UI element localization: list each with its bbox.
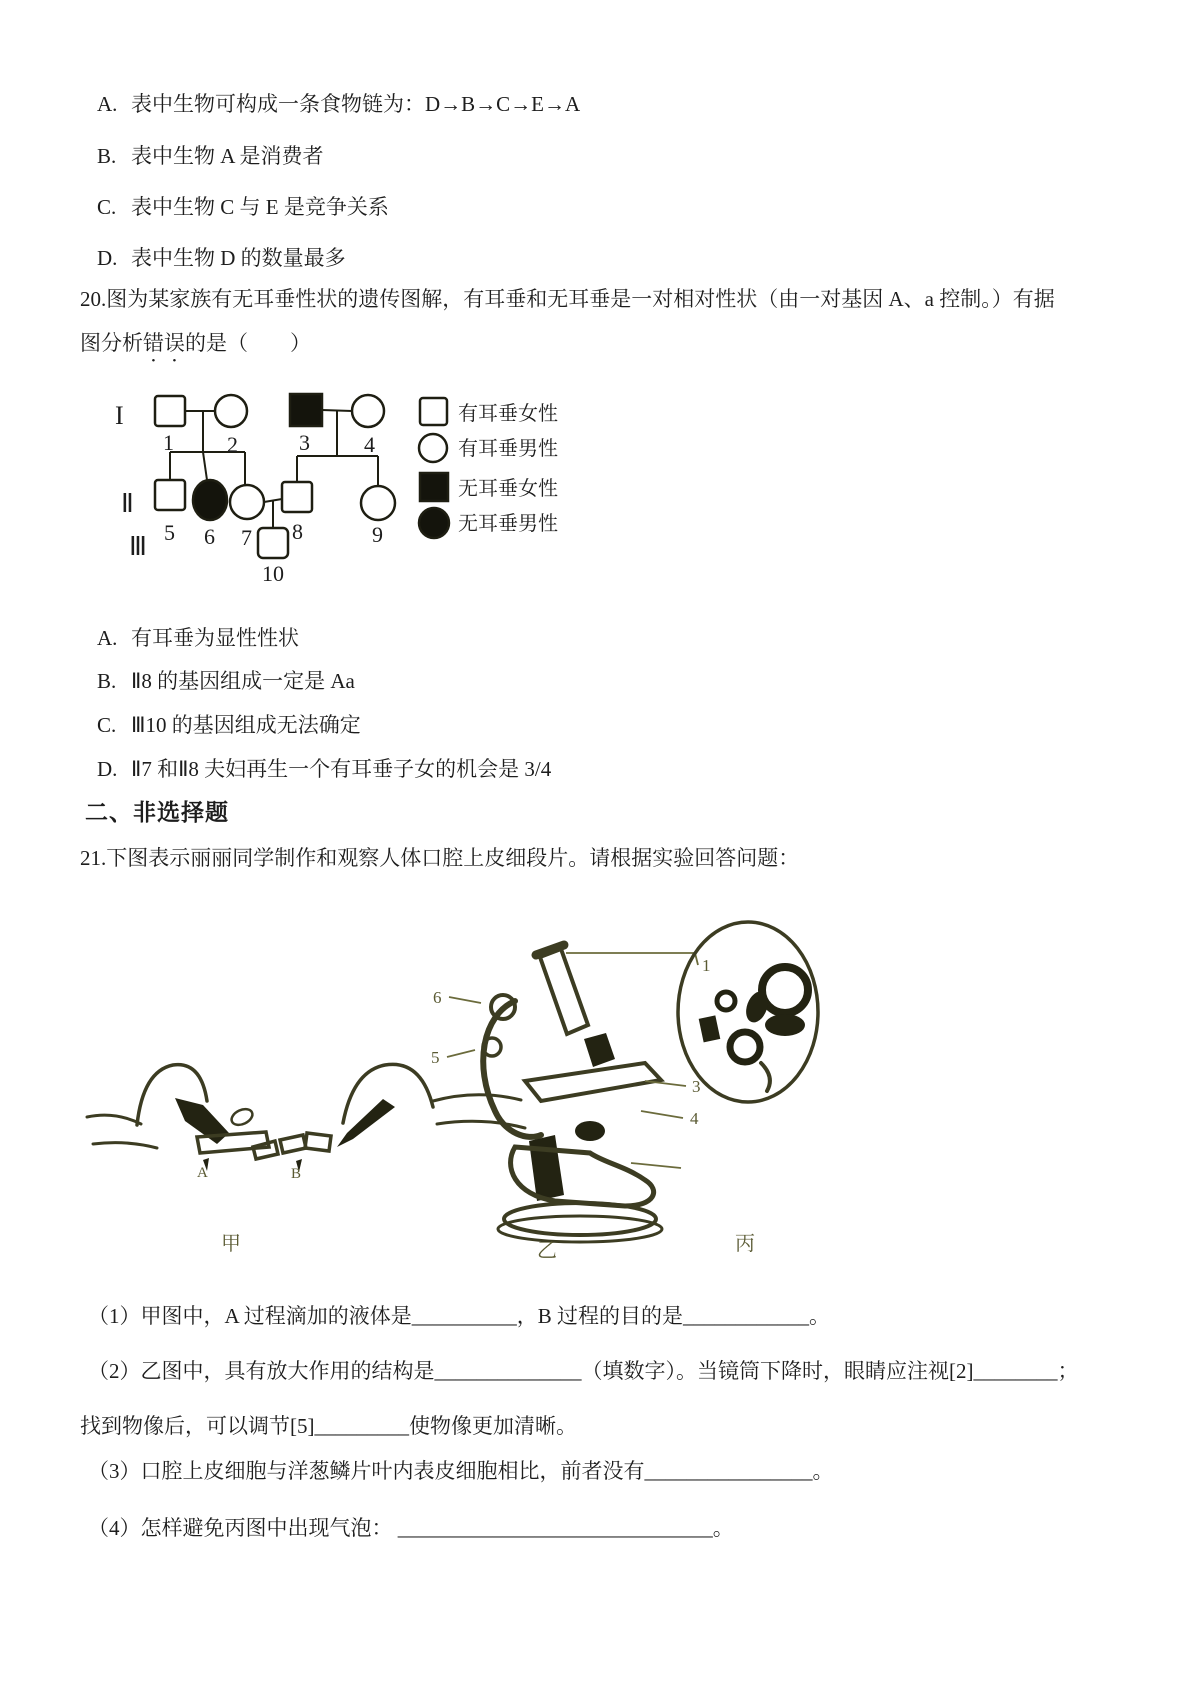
pedigree-individual-6 [193, 480, 227, 520]
option-label: D. [97, 246, 118, 270]
air-bubble-large [762, 967, 808, 1013]
step-b-label: B [291, 1166, 302, 1182]
legend-label-2: 有耳垂男性 [458, 438, 558, 460]
microscope-sketch [431, 945, 711, 1262]
pedigree-individual-1 [155, 396, 185, 426]
option-label: C. [97, 713, 117, 737]
q20-stem-line1: 20.图为某家族有无耳垂性状的遗传图解，有耳垂和无耳垂是一对相对性状（由一对基因 A、a 控制。）有据 [80, 287, 1055, 311]
air-bubble-medium [730, 1032, 760, 1062]
pedigree-number-7: 7 [241, 525, 252, 550]
option-text: 表中生物 D 的数量最多 [131, 246, 346, 270]
option-label: A. [97, 626, 118, 650]
option-label: B. [97, 144, 117, 168]
option-text: Ⅲ10 的基因组成无法确定 [131, 713, 361, 737]
microscope-part-6: 6 [433, 988, 442, 1007]
option-text: 表中生物可构成一条食物链为：D→B→C→E→A [131, 92, 581, 116]
pedigree-number-2: 2 [227, 432, 238, 457]
slide-preparation-sketch [87, 1064, 525, 1255]
generation-label-2: Ⅱ [121, 489, 134, 518]
microscope-part-3: 3 [692, 1077, 701, 1096]
legend-open-circle-icon [419, 434, 447, 462]
legend-filled-circle-icon [419, 508, 449, 538]
microscope-part-5: 5 [431, 1048, 440, 1067]
pedigree-number-4: 4 [364, 432, 375, 457]
pedigree-individual-4 [352, 395, 384, 427]
legend-label-4: 无耳垂男性 [458, 513, 558, 535]
option-text: Ⅱ7 和Ⅱ8 夫妇再生一个有耳垂子女的机会是 3/4 [131, 757, 552, 781]
q21-figure [85, 895, 830, 1267]
pedigree-number-6: 6 [204, 524, 215, 549]
option-text: 表中生物 C 与 E 是竞争关系 [131, 195, 389, 219]
option-label: B. [97, 669, 117, 693]
q19-option-d [97, 247, 346, 270]
pedigree-number-10: 10 [262, 561, 284, 586]
q20-option-b [97, 670, 355, 693]
q19-option-b [97, 145, 324, 168]
q20-stem-line2-pre: 图分析 [80, 331, 143, 355]
q20-stem-emphasis: 错误 [143, 331, 185, 355]
pedigree-number-1: 1 [163, 430, 174, 455]
pedigree-individual-10 [258, 528, 288, 558]
legend-open-square-icon [420, 398, 447, 425]
q21-part2: （2）乙图中，具有放大作用的结构是______________（填数字）。当镜筒下降时，眼睛应注视[2]________； [88, 1359, 1079, 1383]
legend-filled-square-icon [420, 473, 448, 501]
pedigree-individual-9 [361, 486, 395, 520]
pedigree-individual-3 [290, 394, 322, 426]
q21-part4: （4）怎样避免丙图中出现气泡： ______________________________。 [88, 1516, 734, 1540]
option-label: D. [97, 757, 118, 781]
q20-option-a [97, 627, 299, 650]
q20-stem-line2 [80, 331, 311, 367]
option-text: Ⅱ8 的基因组成一定是 Aa [131, 669, 355, 693]
q21-part2-continuation: 找到物像后，可以调节[5]_________使物像更加清晰。 [80, 1414, 577, 1438]
section-header: 二、非选择题 [85, 799, 229, 825]
pedigree-legend [419, 398, 558, 538]
pedigree-diagram [85, 380, 605, 595]
generation-label-1: I [115, 401, 124, 430]
step-a-label: A [197, 1165, 208, 1181]
pedigree-number-9: 9 [372, 522, 383, 547]
pedigree-individual-7 [230, 485, 264, 519]
panel-jia-label: 甲 [221, 1233, 241, 1255]
q21-part1: （1）甲图中，A 过程滴加的液体是__________，B 过程的目的是____________。 [88, 1304, 831, 1328]
pedigree-individual-5 [155, 480, 185, 510]
q19-option-c [97, 196, 389, 219]
air-bubble-small [717, 992, 735, 1010]
option-label: A. [97, 92, 118, 116]
q21-stem: 21.下图表示丽丽同学制作和观察人体口腔上皮细段片。请根据实验回答问题： [80, 846, 800, 870]
pedigree-individual-8 [282, 482, 312, 512]
panel-bing-label: 丙 [735, 1233, 755, 1255]
q19-option-a [97, 93, 580, 116]
microscope-part-4: 4 [690, 1109, 699, 1128]
q21-part3: （3）口腔上皮细胞与洋葱鳞片叶内表皮细胞相比，前者没有________________。 [88, 1459, 834, 1483]
generation-label-3: Ⅲ [129, 532, 147, 561]
pedigree-number-3: 3 [299, 430, 310, 455]
legend-label-1: 有耳垂女性 [458, 403, 558, 425]
microscope-part-1: 1 [702, 956, 711, 975]
option-label: C. [97, 195, 117, 219]
pedigree-number-8: 8 [292, 519, 303, 544]
pedigree-number-5: 5 [164, 520, 175, 545]
q20-stem-line2-post: 的是（ ） [185, 331, 311, 355]
pedigree-individual-2 [215, 395, 247, 427]
legend-label-3: 无耳垂女性 [458, 478, 558, 500]
option-text: 表中生物 A 是消费者 [131, 144, 324, 168]
q20-option-c [97, 714, 361, 737]
q20-option-d [97, 758, 551, 781]
option-text: 有耳垂为显性性状 [131, 626, 299, 650]
panel-yi-label: 乙 [537, 1240, 557, 1262]
